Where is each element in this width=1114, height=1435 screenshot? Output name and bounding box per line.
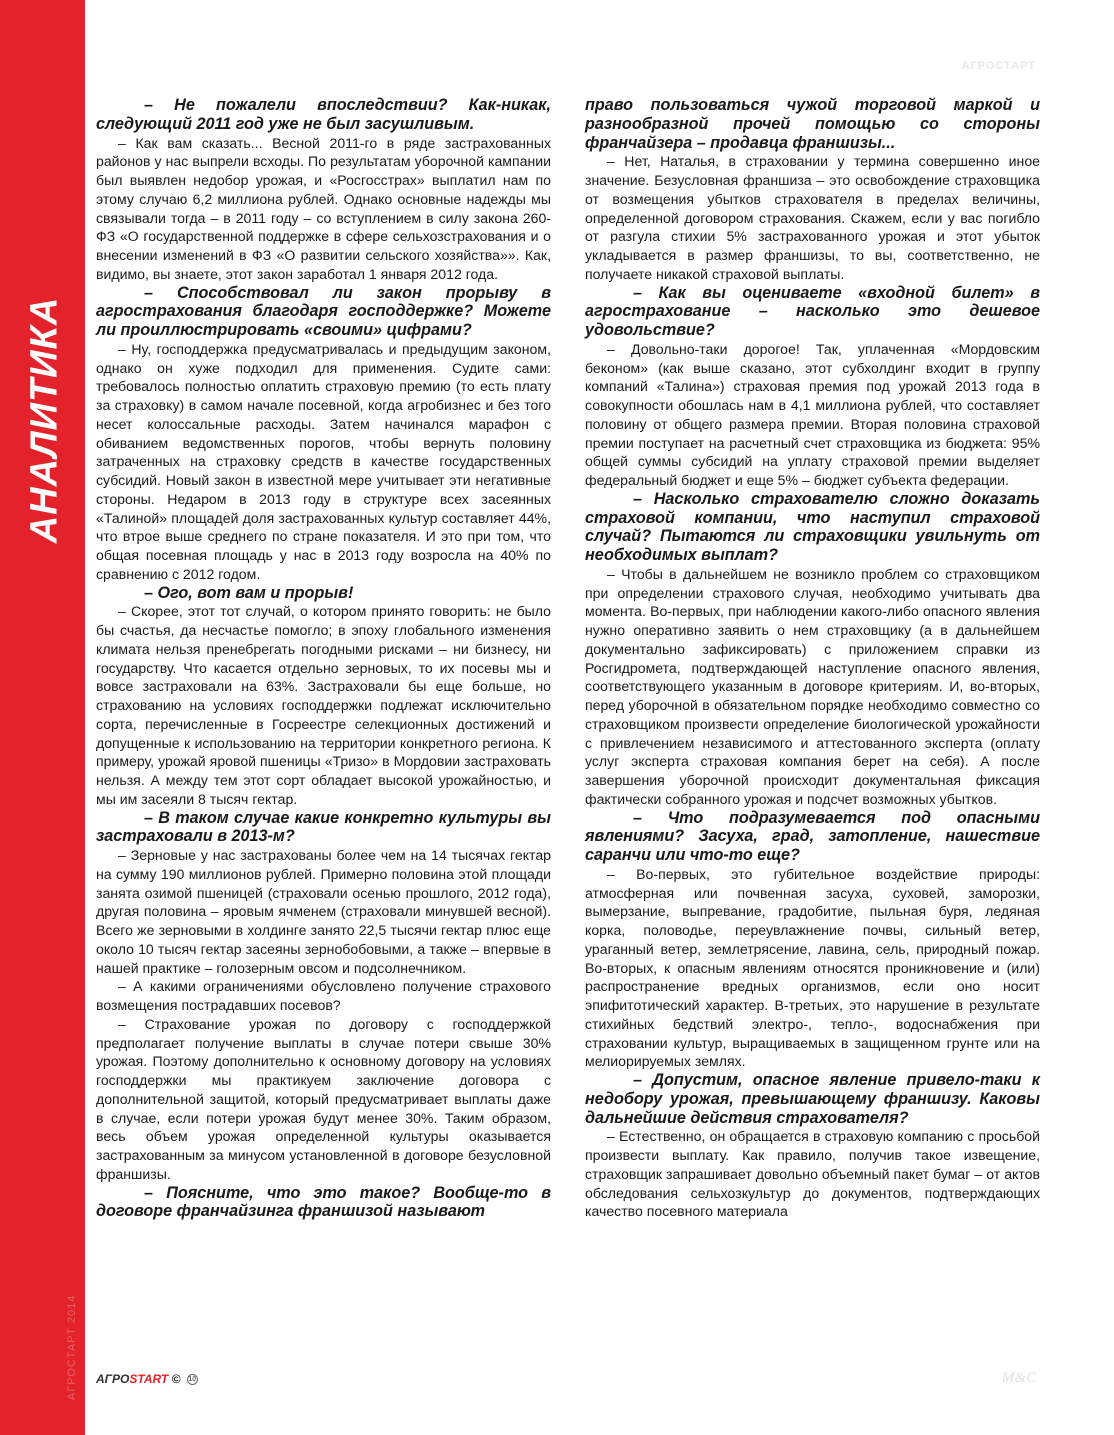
header-faint-text: АГРОСТАРТ	[961, 60, 1036, 72]
interview-answer: – Нет, Наталья, в страховании у термина совершенно иное значение. Безусловная франшиза – это освобождение страховщика от возмещения убытков страхователя в пределах величины, определенной договором страхования. Скажем, если у вас погибло от разгула стихии 5% застрахованного урожая и этот убыток укладывается в размер франшизы, то вы, соответственно, не получаете никакой страховой выплаты.	[585, 153, 1040, 282]
interview-question: – Способствовал ли закон прорыву в агрострахования благодаря господдержке? Можете ли проиллюстрировать «своими» цифрами?	[96, 283, 551, 339]
interview-answer: – Зерновые у нас застрахованы более чем на 14 тысячах гектар на сумму 190 миллионов рублей. Примерно половина этой площади занята озимой пшеницей (страховали осенью прошлого, 2012 года), другая половина – яровым ячменем (страховали минувшей весной). Всего же зерновыми в холдинге занято 22,5 тысячи гектар плюс еще около 10 тысяч гектар засеяны зернобобовыми, а также – впервые в нашей практике – голозерным овсом и подсолнечником.	[96, 847, 551, 976]
interview-question: – Не пожалели впоследствии? Как-никак, следующий 2011 год уже не был засушливым.	[96, 96, 551, 133]
interview-question: – Ого, вот вам и прорыв!	[144, 583, 354, 602]
interview-answer: – Чтобы в дальнейшем не возникло проблем со страховщиком при определении страхового случая, необходимо учитывать два момента. Во-первых, при наблюдении какого-либо опасного явления нужно оперативно заявить о нем страховщику (а в дальнейшем документально зафиксировать) с приложением справки из Росгидромета, подтверждающей наступление опасного явления, соответствующего указанным в договоре критериям. И, во-вторых, перед уборочной в обязательном порядке необходимо совместно со страховщиком произвести определение биологической урожайности с привлечением независимого и аттестованного эксперта (оплату услуг эксперта страховая компания берет на себя). А после завершения уборочной происходит документальная фиксация фактически собранного урожая и подсчет возможных убытков.	[585, 565, 1040, 807]
interview-answer: – Ну, господдержка предусматривалась и предыдущим законом, однако он хуже подходил для применения. Судите сами: требовалось полностью оплатить страховую премию (то есть плату за страховку) в самом начале посевной, когда агробизнес и без того несет колоссальные расходы. Затем начинался марафон с обиванием ведомственных порогов, чтобы вернуть половину затраченных на страховку средств в качестве государственных субсидий. Новый закон в известной мере учитывает эти негативные стороны. Недаром в 2013 году в структуре всех засеянных «Талиной» площадей доля застрахованных культур составляет 44%, что втрое выше среднего по стране показателя. И это при том, что общая посевная площадь у нас в 2013 году возросла на 40% по сравнению с 2012 годом.	[96, 340, 551, 582]
copyright-icon: ©	[171, 1372, 181, 1386]
interview-answer: – Естественно, он обращается в страховую компанию с просьбой произвести выплату. Как правило, получив такое извещение, страховщик запрашивает довольно объемный пакет бумаг – от актов обследования сельхозкультур до документов, подтверждающих качество посевного материала	[585, 1128, 1040, 1220]
sidebar-faint-text: АГРОСТАРТ 2014	[66, 1294, 78, 1400]
page-number-badge: 10	[188, 1376, 197, 1384]
article-column-right	[585, 96, 1040, 1221]
interview-answer: – Страхование урожая по договору с господдержкой предполагает получение выплаты в случае потери свыше 30% урожая. Поэтому дополнительно к основному договору на условиях господдержки мы практикуем заключение договора с дополнительной защитой, который предусматривает выплаты даже в случае, если потери урожая будут менее 30%. Таким образом, весь объем урожая определенной культуры оказывается застрахованным за минусом установленной в договоре безусловной франшизы.	[96, 1015, 551, 1182]
section-label: АНАЛИТИКА	[23, 296, 66, 544]
interview-answer: – А какими ограничениями обусловлено получение страхового возмещения пострадавших посевов?	[96, 978, 551, 1013]
section-sidebar	[0, 0, 85, 1435]
logo-agro-text: АГРО	[96, 1372, 130, 1386]
interview-question: – Что подразумевается под опасными явлениями? Засуха, град, затопление, нашествие саранчи или что-то еще?	[585, 808, 1040, 864]
interview-question: – Поясните, что это такое? Вообще-то в договоре франчайзинга франшизой называют	[96, 1183, 551, 1221]
signature-mark: M&C	[1001, 1370, 1036, 1386]
interview-question: – Насколько страхователю сложно доказать страховой компании, что наступил страховой случай? Пытаются ли страховщики увильнуть от необходимых выплат?	[585, 489, 1040, 564]
interview-question: право пользоваться чужой торговой маркой и разнообразной прочей помощью со стороны франчайзера – продавца франшизы...	[585, 96, 1040, 152]
article-column-left	[96, 96, 551, 1221]
interview-answer: – Как вам сказать... Весной 2011-го в ряде застрахованных районов у нас выпрели всходы. По результатам уборочной кампании был выявлен недобор урожая, и «Росгосстрах» выплатил нам по этому случаю 6,2 миллиона рублей. Однако основные надежды мы связывали тогда – в 2011 году – со вступлением в силу закона 260-ФЗ «О государственной поддержке в сфере сельхозстрахования и о внесении изменений в ФЗ «О развитии сельского хозяйства»». Как, видимо, вы знаете, этот закон заработал 1 января 2012 года.	[96, 134, 551, 282]
interview-answer: – Довольно-таки дорогое! Так, уплаченная «Мордовским беконом» (как выше сказано, этот субхолдинг входит в группу компаний «Талина») страховая премия под урожай 2013 года в совокупности обошлась нам в 4,1 миллиона рублей, что составляет половину от общего размера премии. Вторая половина страховой премии поступает на расчетный счет страховщика из бюджета: 95% общей суммы субсидий на уплату страховой премии выделяет федеральный бюджет и еще 5% – бюджет субъекта федерации.	[585, 340, 1040, 488]
interview-question: – Как вы оцениваете «входной билет» в агрострахование – насколько это дешевое удовольствие?	[585, 283, 1040, 339]
interview-answer: – Скорее, этот тот случай, о котором принято говорить: не было бы счастья, да несчастье помогло; в эпоху глобального изменения климата нельзя пренебрегать погодными рисками – ни бизнесу, ни государству. Что касается отдельно зерновых, то их посевы мы и вовсе застраховали на 63%. Застраховали бы еще больше, но страхованию на условиях господдержки подлежат исключительно сорта, перечисленные в Госреестре селекционных достижений и допущенные к использованию на территории конкретного региона. К примеру, урожай яровой пшеницы «Тризо» в Мордовии застраховать нельзя. А между тем этот сорт обладает высокой урожайностью, и мы им засеяли 8 тысяч гектар.	[96, 603, 551, 807]
interview-answer: – Во-первых, это губительное воздействие природы: атмосферная или почвенная засуха, суховей, заморозки, вымерзание, выпревание, градобитие, пыльная буря, ледяная корка, половодье, переувлажнение почвы, сильный ветер, ураганный ветер, землетрясение, лавина, сель, природный пожар. Во-вторых, к опасным явлениям относятся проникновение и (или) распространение вредных организмов, если оно носит эпифитотический характер. В-третьих, это нарушение в результате стихийных бедствий электро-, тепло-, водоснабжения при страховании культур, выращиваемых в защищенном грунте или на мелиорируемых землях.	[585, 865, 1040, 1070]
interview-question: – Допустим, опасное явление привело-таки к недобору урожая, превышающему франшизу. Каковы дальнейшие действия страхователя?	[585, 1071, 1040, 1127]
magazine-logo	[96, 1372, 198, 1386]
logo-start-text: START	[129, 1372, 169, 1386]
interview-question: – В таком случае какие конкретно культуры вы застраховали в 2013-м?	[96, 808, 551, 846]
